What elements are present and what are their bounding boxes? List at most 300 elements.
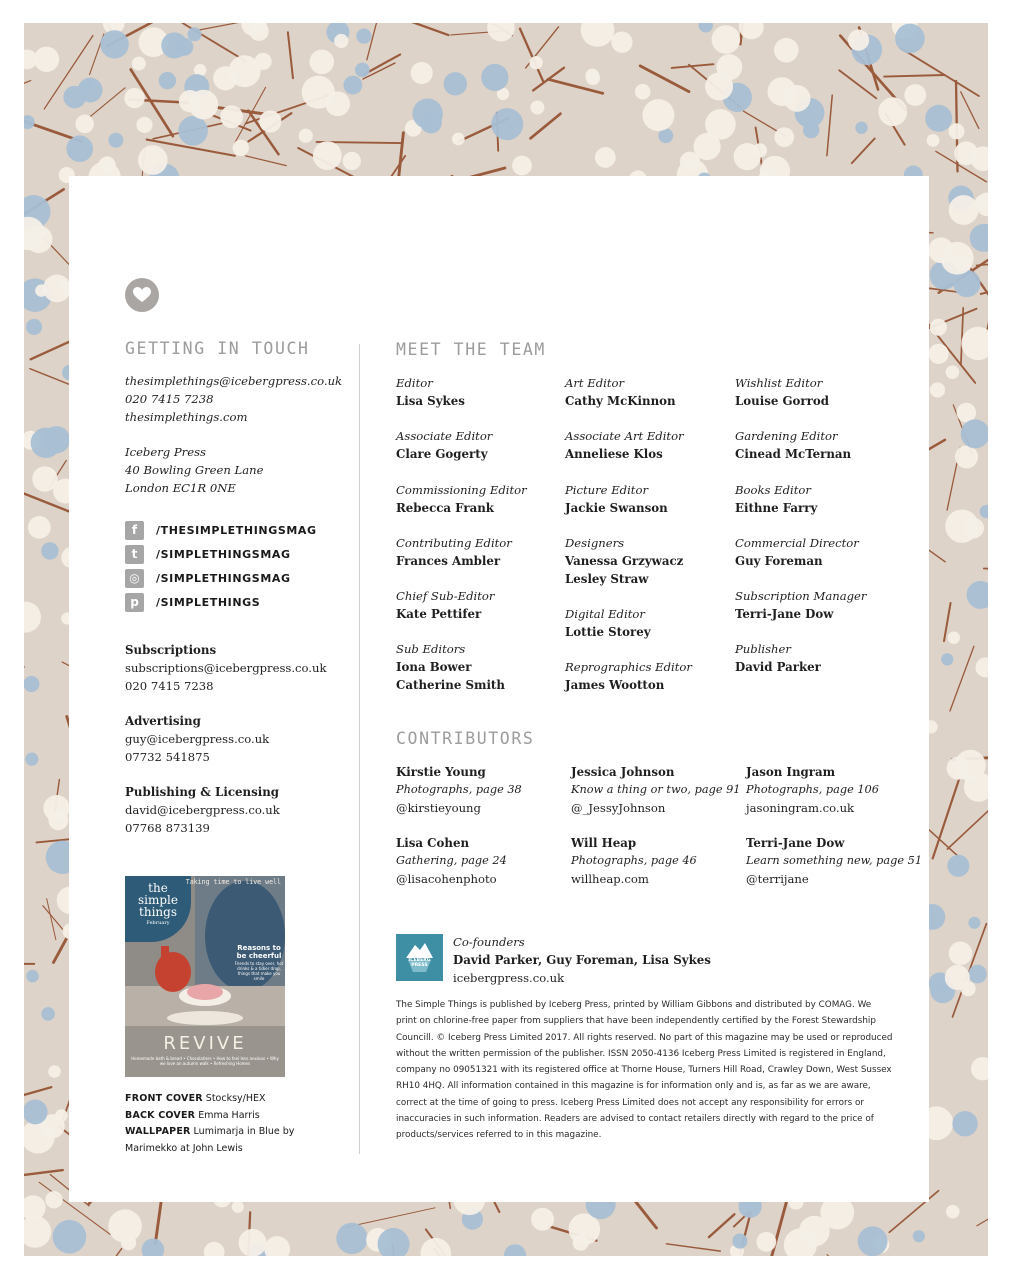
team-role bbox=[565, 427, 735, 463]
role-title: Reprographics Editor bbox=[565, 660, 692, 674]
team-role bbox=[565, 374, 735, 410]
wallpaper-motif bbox=[325, 91, 350, 116]
wallpaper-motif bbox=[194, 23, 288, 31]
role-title: Wishlist Editor bbox=[735, 376, 823, 390]
address-line: Iceberg Press bbox=[125, 445, 206, 459]
wallpaper-motif bbox=[925, 105, 952, 132]
wallpaper-motif bbox=[774, 38, 799, 63]
role-name: Iona Bower bbox=[396, 660, 472, 674]
wallpaper-motif bbox=[930, 319, 947, 336]
wallpaper-motif bbox=[784, 85, 811, 112]
role-title: Sub Editors bbox=[396, 642, 466, 656]
wallpaper-motif bbox=[512, 156, 532, 176]
wallpaper-motif bbox=[420, 112, 442, 134]
wallpaper-motif bbox=[53, 1220, 87, 1254]
wallpaper-motif bbox=[739, 23, 764, 39]
wallpaper-motif bbox=[178, 116, 208, 146]
wallpaper-motif bbox=[946, 1205, 960, 1219]
cover-issue-month: February bbox=[146, 920, 170, 926]
wallpaper-motif bbox=[24, 115, 35, 129]
contributor bbox=[571, 834, 746, 888]
wallpaper-motif bbox=[238, 1229, 266, 1256]
wallpaper-motif bbox=[336, 1223, 367, 1254]
wallpaper-motif bbox=[827, 1255, 857, 1256]
wallpaper-motif bbox=[955, 445, 978, 468]
wallpaper-motif bbox=[41, 1007, 55, 1021]
wallpaper-motif bbox=[132, 57, 146, 71]
wallpaper-motif bbox=[635, 84, 651, 100]
cover-reasons-title: Reasons to be cheerful bbox=[236, 944, 282, 960]
wallpaper-motif bbox=[179, 90, 201, 112]
wallpaper-motif bbox=[858, 1226, 888, 1256]
team-role bbox=[565, 481, 735, 517]
credit-line bbox=[125, 1091, 355, 1108]
wallpaper-motif bbox=[481, 64, 508, 91]
meet-the-team-heading: MEET THE TEAM bbox=[396, 340, 546, 359]
role-title: Contributing Editor bbox=[396, 536, 512, 550]
wallpaper-motif bbox=[24, 602, 41, 633]
wallpaper-motif bbox=[756, 1232, 776, 1252]
wallpaper-motif bbox=[259, 110, 281, 132]
legal-notice: The Simple Things is published by Iceberg Press, printed by William Gibbons and distributed by COMAG. We print on chlorine-free paper from suppliers that have been independently certified by the Forest Stewardship Councill. © Iceberg Press Limited 2017. All rights reserved. No part of this magazine may be used or reproduced without the written permission of the publisher. ISSN 2050-4136 Iceberg Press Limited is registered in England, company no 09051321 with its registered office at Thorne House, Turners Hill Road, Crawley Down, West Sussex RH10 4HQ. All information contained in this magazine is for information only and is, as far as we are aware, correct at the time of going to press. Iceberg Press Limited does not accept any responsibility for errors or inaccuracies in such information. Readers are advised to contact retailers directly with regard to the price of products/services referred to in this magazine. bbox=[396, 1000, 893, 1141]
wallpaper-motif bbox=[839, 70, 876, 98]
contributor-handle[interactable]: willheap.com bbox=[571, 872, 649, 886]
social-link-twitter[interactable] bbox=[125, 544, 355, 564]
wallpaper-motif bbox=[26, 970, 39, 983]
wallpaper-motif bbox=[26, 319, 42, 335]
wallpaper-motif bbox=[967, 581, 988, 609]
wallpaper-motif bbox=[961, 419, 988, 448]
role-name: Lottie Storey bbox=[565, 625, 651, 639]
wallpaper-motif bbox=[288, 32, 293, 78]
wallpaper-motif bbox=[121, 1235, 136, 1250]
wallpaper-motif bbox=[957, 403, 977, 423]
wallpaper-motif bbox=[24, 1170, 63, 1179]
wallpaper-motif bbox=[32, 466, 57, 491]
role-title: Designers bbox=[565, 536, 625, 550]
wallpaper-motif bbox=[971, 1057, 988, 1080]
social-link-facebook[interactable] bbox=[125, 520, 355, 540]
wallpaper-motif bbox=[531, 1208, 554, 1231]
contact-line: 07732 541875 bbox=[125, 750, 210, 764]
role-name: Rebecca Frank bbox=[396, 501, 494, 515]
wallpaper-motif bbox=[24, 1216, 51, 1248]
wallpaper-motif bbox=[343, 152, 361, 170]
cover-tagline: Taking time to live well bbox=[185, 878, 281, 886]
wallpaper-motif bbox=[41, 542, 58, 559]
wallpaper-motif bbox=[45, 1191, 62, 1208]
credit-text: Emma Harris bbox=[195, 1109, 260, 1121]
credit-text: Lumimarja in Blue by bbox=[190, 1126, 295, 1137]
team-role bbox=[396, 427, 566, 463]
column-divider bbox=[359, 344, 360, 1154]
role-name: Vanessa Grzywacz bbox=[565, 554, 684, 568]
contact-title: Publishing & Licensing bbox=[125, 785, 280, 799]
role-title: Chief Sub-Editor bbox=[396, 589, 495, 603]
wallpaper-motif bbox=[24, 81, 31, 107]
instagram-icon: ◎ bbox=[125, 569, 144, 588]
wallpaper-motif bbox=[855, 122, 867, 134]
contact-line: 07768 873139 bbox=[125, 821, 210, 835]
role-title: Digital Editor bbox=[565, 607, 645, 621]
credit-text: Stocksy/HEX bbox=[202, 1093, 266, 1104]
wallpaper-motif bbox=[929, 344, 949, 364]
wallpaper-motif bbox=[411, 62, 433, 84]
wallpaper-motif bbox=[968, 965, 987, 984]
wallpaper-motif bbox=[529, 56, 542, 69]
wallpaper-motif bbox=[161, 32, 187, 58]
contributor-handle[interactable]: @_JessyJohnson bbox=[571, 801, 666, 815]
role-title: Commissioning Editor bbox=[396, 483, 527, 497]
role-name: Cinead McTernan bbox=[735, 447, 852, 461]
cover-reasons-block bbox=[233, 944, 285, 981]
contributor-credit: Know a thing or two, page 91 bbox=[571, 783, 741, 796]
wallpaper-motif bbox=[25, 753, 38, 766]
contact-line[interactable]: david@icebergpress.co.uk bbox=[125, 803, 280, 817]
wallpaper-motif bbox=[48, 1065, 61, 1078]
wallpaper-motif bbox=[264, 1236, 290, 1256]
logo-wordmark bbox=[396, 958, 443, 968]
wallpaper-motif bbox=[611, 31, 632, 52]
role-name: James Wootton bbox=[565, 678, 665, 692]
magazine-cover bbox=[125, 876, 285, 1077]
wallpaper-motif bbox=[945, 965, 970, 990]
wallpaper-motif bbox=[24, 1087, 51, 1100]
contact-line[interactable]: guy@icebergpress.co.uk bbox=[125, 732, 270, 746]
team-role bbox=[396, 587, 566, 623]
wallpaper-motif bbox=[24, 49, 37, 69]
wallpaper-motif bbox=[928, 237, 954, 263]
wallpaper-motif bbox=[28, 516, 51, 539]
wallpaper-motif bbox=[949, 942, 973, 966]
role-name: Lisa Sykes bbox=[396, 394, 465, 408]
role-title: Editor bbox=[396, 376, 433, 390]
wallpaper-motif bbox=[913, 1230, 925, 1242]
wallpaper-motif bbox=[848, 30, 869, 51]
getting-in-touch-heading: GETTING IN TOUCH bbox=[125, 339, 310, 358]
cofounders-site[interactable]: icebergpress.co.uk bbox=[453, 971, 565, 985]
wallpaper-motif bbox=[947, 855, 969, 877]
contributor bbox=[746, 834, 921, 888]
role-title: Picture Editor bbox=[565, 483, 648, 497]
wallpaper-motif bbox=[948, 631, 960, 643]
wallpaper-motif bbox=[452, 133, 465, 146]
wallpaper-motif bbox=[124, 88, 144, 108]
wallpaper-motif bbox=[213, 66, 237, 90]
wallpaper-motif bbox=[581, 23, 615, 47]
team-role bbox=[565, 534, 735, 588]
contributor-name: Will Heap bbox=[571, 836, 637, 850]
wallpaper-motif bbox=[95, 1249, 122, 1256]
wallpaper-motif bbox=[246, 156, 287, 166]
cofounders-block bbox=[396, 933, 876, 983]
wallpaper-motif bbox=[968, 917, 980, 929]
role-title: Gardening Editor bbox=[735, 429, 838, 443]
wallpaper-motif bbox=[204, 1242, 225, 1256]
role-name: Kate Pettifer bbox=[396, 607, 482, 621]
logo-text: PRESS bbox=[411, 963, 428, 968]
wallpaper-motif bbox=[949, 195, 979, 225]
wallpaper-motif bbox=[187, 27, 201, 41]
team-role bbox=[735, 481, 905, 517]
wallpaper-motif bbox=[24, 676, 40, 692]
wallpaper-motif bbox=[34, 47, 59, 72]
social-link-instagram[interactable] bbox=[125, 568, 355, 588]
contact-email[interactable]: thesimplethings@icebergpress.co.uk bbox=[125, 374, 343, 388]
credit-label: BACK COVER bbox=[125, 1109, 196, 1121]
wallpaper-motif bbox=[444, 72, 467, 95]
credit-label: FRONT COVER bbox=[125, 1093, 203, 1104]
credit-line bbox=[125, 1124, 355, 1141]
wallpaper-motif bbox=[984, 569, 988, 570]
wallpaper-motif bbox=[878, 97, 907, 126]
wallpaper-motif bbox=[55, 1109, 68, 1122]
contributor bbox=[571, 763, 746, 817]
contributor-credit: Learn something new, page 51 bbox=[746, 854, 923, 867]
credit-label: WALLPAPER bbox=[125, 1126, 191, 1137]
contributor-name: Jason Ingram bbox=[746, 765, 836, 779]
wallpaper-motif bbox=[136, 117, 152, 133]
wallpaper-motif bbox=[930, 382, 945, 397]
wallpaper-motif bbox=[827, 95, 832, 156]
cover-logo-line: simple bbox=[138, 893, 178, 907]
wallpaper-motif bbox=[520, 29, 543, 81]
team-role bbox=[735, 427, 905, 463]
role-title: Art Editor bbox=[565, 376, 625, 390]
wallpaper-motif bbox=[75, 115, 94, 134]
wallpaper-motif bbox=[142, 1239, 165, 1256]
role-name: Eithne Farry bbox=[735, 501, 818, 515]
role-name: Louise Gorrod bbox=[735, 394, 829, 408]
address-line: London EC1R 0NE bbox=[125, 481, 236, 495]
wallpaper-motif bbox=[356, 28, 371, 43]
wallpaper-motif bbox=[803, 122, 819, 138]
wallpaper-motif bbox=[138, 145, 168, 175]
wallpaper-motif bbox=[531, 114, 561, 139]
contact-title: Advertising bbox=[125, 714, 201, 728]
role-title: Books Editor bbox=[735, 483, 811, 497]
contributor-name: Kirstie Young bbox=[396, 765, 486, 779]
role-name: Guy Foreman bbox=[735, 554, 823, 568]
role-name: Frances Ambler bbox=[396, 554, 501, 568]
team-role bbox=[735, 534, 905, 570]
wallpaper-motif bbox=[977, 1176, 988, 1226]
social-label: /THESIMPLETHINGSMAG bbox=[156, 523, 317, 537]
role-name: Jackie Swanson bbox=[565, 501, 668, 515]
wallpaper-motif bbox=[487, 23, 515, 42]
team-role bbox=[396, 481, 566, 517]
wallpaper-motif bbox=[31, 428, 61, 458]
role-name: Clare Gogerty bbox=[396, 447, 488, 461]
contact-title: Subscriptions bbox=[125, 643, 217, 657]
twitter-icon: t bbox=[125, 545, 144, 564]
wallpaper-motif bbox=[420, 1238, 451, 1256]
wallpaper-motif bbox=[585, 69, 599, 83]
contact-line[interactable]: subscriptions@icebergpress.co.uk bbox=[125, 661, 327, 675]
contributor-handle[interactable]: @lisacohenphoto bbox=[396, 872, 497, 886]
social-label: /SIMPLETHINGSMAG bbox=[156, 571, 291, 585]
credit-text: Marimekko at John Lewis bbox=[125, 1142, 243, 1154]
social-link-pinterest[interactable] bbox=[125, 592, 355, 612]
team-role bbox=[396, 534, 566, 570]
team-role bbox=[396, 640, 566, 694]
contributor bbox=[396, 834, 571, 888]
postal-address bbox=[125, 443, 263, 497]
role-title: Commercial Director bbox=[735, 536, 859, 550]
role-name: Lesley Straw bbox=[565, 572, 649, 586]
role-name: Terri-Jane Dow bbox=[735, 607, 834, 621]
wallpaper-motif bbox=[941, 653, 953, 665]
contact-line: 020 7415 7238 bbox=[125, 679, 214, 693]
contributor-credit: Gathering, page 24 bbox=[396, 854, 507, 867]
wallpaper-motif bbox=[895, 24, 925, 54]
heart-icon bbox=[125, 278, 159, 312]
credit-line bbox=[125, 1141, 355, 1158]
wallpaper-motif bbox=[980, 505, 988, 518]
image-credits bbox=[125, 1091, 355, 1157]
cover-title: REVIVE bbox=[163, 1033, 247, 1054]
credit-line bbox=[125, 1108, 355, 1125]
role-name: Cathy McKinnon bbox=[565, 394, 676, 408]
contributor-handle[interactable]: jasoningram.co.uk bbox=[746, 801, 855, 815]
wallpaper-motif bbox=[25, 225, 53, 253]
wallpaper-motif bbox=[642, 99, 674, 131]
wallpaper-motif bbox=[709, 1214, 734, 1237]
cofounders-names: David Parker, Guy Foreman, Lisa Sykes bbox=[453, 953, 711, 967]
cofounders-text bbox=[453, 933, 711, 987]
wallpaper-motif bbox=[698, 23, 713, 32]
role-title: Subscription Manager bbox=[735, 589, 867, 603]
role-name: David Parker bbox=[735, 660, 821, 674]
contributor-name: Terri-Jane Dow bbox=[746, 836, 845, 850]
wallpaper-motif bbox=[66, 135, 93, 162]
cover-lines: Homemade bath & bread • Chocolatiers • How to feel less anxious • Why we love an autumn walk • Refreshing Homes bbox=[131, 1056, 279, 1066]
contact-phone: 020 7415 7238 bbox=[125, 392, 214, 406]
cover-logo-line: things bbox=[139, 905, 177, 919]
contact-website[interactable]: thesimplethings.com bbox=[125, 410, 248, 424]
logo-text: ICEBERG bbox=[408, 958, 431, 963]
address-line: 40 Bowling Green Lane bbox=[125, 463, 264, 477]
wallpaper-motif bbox=[100, 30, 128, 58]
wallpaper-motif bbox=[732, 1233, 747, 1248]
wallpaper-motif bbox=[491, 108, 523, 140]
wallpaper-motif bbox=[504, 1244, 526, 1256]
wallpaper-motif bbox=[949, 123, 965, 139]
wallpaper-motif bbox=[343, 76, 362, 95]
wallpaper-motif bbox=[355, 63, 370, 78]
wallpaper-motif bbox=[961, 92, 979, 129]
wallpaper-motif bbox=[48, 810, 68, 830]
wallpaper-motif bbox=[952, 1111, 977, 1136]
iceberg-press-logo bbox=[396, 934, 443, 981]
wallpaper-motif bbox=[852, 138, 875, 163]
wallpaper-motif bbox=[43, 275, 71, 303]
contributor-credit: Photographs, page 46 bbox=[571, 854, 697, 867]
cover-logo-line: the bbox=[148, 881, 168, 895]
cover-reasons-text: Friends to stay over, hot drinks & a tidier drop, things that make you smile bbox=[234, 961, 284, 981]
wallpaper-motif bbox=[299, 129, 313, 143]
page-panel bbox=[69, 176, 929, 1202]
advertising-contact bbox=[125, 712, 269, 766]
team-role bbox=[735, 640, 905, 676]
wallpaper-motif bbox=[309, 50, 334, 75]
contributors-heading: CONTRIBUTORS bbox=[396, 729, 535, 748]
role-name: Catherine Smith bbox=[396, 678, 505, 692]
social-label: /SIMPLETHINGS bbox=[156, 595, 261, 609]
wallpaper-motif bbox=[947, 804, 988, 849]
wallpaper-motif bbox=[35, 284, 47, 296]
team-role bbox=[565, 605, 735, 641]
wallpaper-motif bbox=[927, 134, 940, 147]
wallpaper-motif bbox=[774, 127, 794, 147]
wallpaper-motif bbox=[693, 133, 720, 160]
contact-details bbox=[125, 372, 342, 426]
wallpaper-motif bbox=[904, 84, 926, 106]
wallpaper-motif bbox=[666, 1244, 720, 1251]
contributor-credit: Photographs, page 106 bbox=[746, 783, 879, 796]
wallpaper-motif bbox=[950, 646, 974, 711]
facebook-icon: f bbox=[125, 521, 144, 540]
contributor-name: Lisa Cohen bbox=[396, 836, 470, 850]
wallpaper-motif bbox=[753, 143, 767, 157]
role-title: Publisher bbox=[735, 642, 791, 656]
team-role bbox=[396, 374, 566, 410]
cofounders-label: Co-founders bbox=[453, 935, 525, 949]
contributor bbox=[396, 763, 571, 817]
wallpaper-motif bbox=[946, 365, 960, 379]
contributor bbox=[746, 763, 921, 817]
wallpaper-motif bbox=[716, 54, 742, 80]
wallpaper-motif bbox=[955, 750, 986, 781]
wallpaper-motif bbox=[961, 308, 963, 364]
wallpaper-motif bbox=[233, 140, 249, 156]
wallpaper-motif bbox=[595, 147, 616, 168]
wallpaper-motif bbox=[884, 75, 945, 77]
wallpaper-motif bbox=[334, 34, 348, 48]
wallpaper-motif bbox=[159, 72, 176, 89]
wallpaper-motif bbox=[712, 25, 741, 54]
wallpaper-motif bbox=[78, 78, 103, 103]
wallpaper-motif bbox=[155, 1200, 161, 1244]
team-role bbox=[565, 658, 735, 694]
team-role bbox=[735, 374, 905, 410]
wallpaper-motif bbox=[24, 1195, 46, 1220]
role-title: Associate Editor bbox=[396, 429, 493, 443]
wallpaper-motif bbox=[108, 133, 123, 148]
subscriptions-contact bbox=[125, 641, 326, 695]
social-label: /SIMPLETHINGSMAG bbox=[156, 547, 291, 561]
contributor-handle[interactable]: @terrijane bbox=[746, 872, 809, 886]
wallpaper-motif bbox=[313, 141, 342, 170]
contributor-name: Jessica Johnson bbox=[571, 765, 675, 779]
contributor-credit: Photographs, page 38 bbox=[396, 783, 522, 796]
wallpaper-motif bbox=[232, 1201, 244, 1213]
wallpaper-motif bbox=[976, 657, 988, 677]
wallpaper-motif bbox=[933, 779, 960, 859]
wallpaper-motif bbox=[530, 100, 544, 114]
wallpaper-motif bbox=[255, 53, 272, 70]
pinterest-icon: p bbox=[125, 593, 144, 612]
contributor-handle[interactable]: @kirstieyoung bbox=[396, 801, 481, 815]
role-name: Anneliese Klos bbox=[565, 447, 663, 461]
publishing-contact bbox=[125, 783, 280, 837]
wallpaper-motif bbox=[220, 105, 243, 128]
team-role bbox=[735, 587, 905, 623]
wallpaper-motif bbox=[961, 327, 988, 360]
wallpaper-motif bbox=[945, 510, 978, 543]
role-title: Associate Art Editor bbox=[565, 429, 684, 443]
wallpaper-motif bbox=[970, 224, 988, 252]
